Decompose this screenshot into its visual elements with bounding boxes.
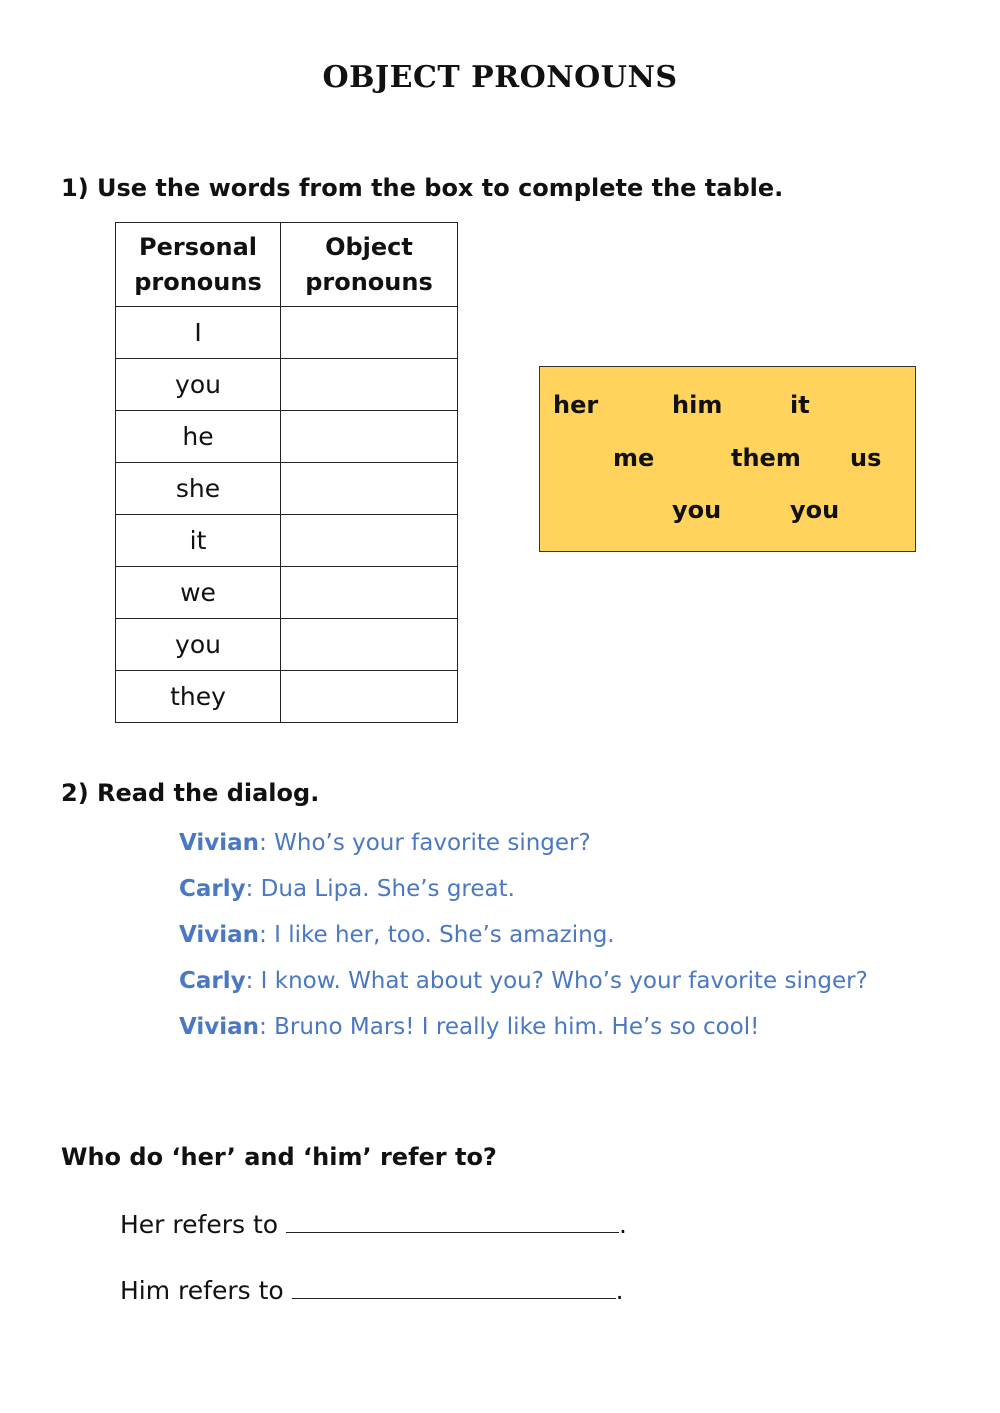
header-object-pronouns: Object pronouns	[281, 223, 458, 307]
object-pronoun-answer-cell[interactable]	[281, 671, 458, 723]
header-personal-pronouns: Personal pronouns	[116, 223, 281, 307]
dialog	[179, 827, 899, 1044]
word-box	[539, 366, 916, 552]
word-box-item[interactable]: me	[613, 444, 655, 472]
dialog-text: : Bruno Mars! I really like him. He’s so cool!	[259, 1014, 760, 1040]
answer-blank-her[interactable]	[286, 1206, 619, 1233]
personal-pronoun-cell: it	[116, 515, 281, 567]
dialog-line	[179, 919, 899, 952]
dialog-text: : Dua Lipa. She’s great.	[245, 876, 515, 902]
dialog-line	[179, 827, 899, 860]
object-pronoun-answer-cell[interactable]	[281, 463, 458, 515]
table-row	[116, 411, 458, 463]
table-row	[116, 359, 458, 411]
object-pronoun-answer-cell[interactable]	[281, 567, 458, 619]
object-pronoun-answer-cell[interactable]	[281, 515, 458, 567]
dialog-speaker: Vivian	[179, 922, 260, 948]
word-box-item[interactable]: you	[672, 496, 722, 524]
answer-label: Her refers to	[120, 1210, 279, 1239]
word-box-item[interactable]: us	[850, 444, 882, 472]
personal-pronoun-cell: he	[116, 411, 281, 463]
dialog-text: : I like her, too. She’s amazing.	[259, 922, 615, 948]
exercise-3-question: Who do ‘her’ and ‘him’ refer to?	[61, 1143, 497, 1171]
dialog-line	[179, 965, 899, 998]
page-title: OBJECT PRONOUNS	[322, 60, 678, 95]
word-box-item[interactable]: her	[553, 391, 599, 419]
personal-pronoun-cell: they	[116, 671, 281, 723]
dialog-speaker: Vivian	[179, 1014, 260, 1040]
dialog-speaker: Carly	[179, 968, 246, 994]
answer-period: .	[619, 1210, 627, 1239]
word-box-item[interactable]: you	[790, 496, 840, 524]
word-box-item[interactable]: it	[790, 391, 810, 419]
table-row	[116, 515, 458, 567]
object-pronoun-answer-cell[interactable]	[281, 411, 458, 463]
dialog-speaker: Vivian	[179, 830, 260, 856]
dialog-line	[179, 1011, 899, 1044]
dialog-text: : Who’s your favorite singer?	[259, 830, 591, 856]
personal-pronoun-cell: she	[116, 463, 281, 515]
table-header-row	[116, 223, 458, 307]
answer-line-him	[120, 1272, 624, 1305]
answer-blank-him[interactable]	[292, 1272, 616, 1299]
word-box-item[interactable]: him	[672, 391, 723, 419]
word-box-item[interactable]: them	[731, 444, 801, 472]
answer-line-her	[120, 1206, 627, 1239]
table-row	[116, 619, 458, 671]
object-pronoun-answer-cell[interactable]	[281, 307, 458, 359]
exercise-2-instruction: 2) Read the dialog.	[61, 779, 320, 807]
dialog-line	[179, 873, 899, 906]
personal-pronoun-cell: I	[116, 307, 281, 359]
dialog-text: : I know. What about you? Who’s your favorite singer?	[245, 968, 868, 994]
dialog-speaker: Carly	[179, 876, 246, 902]
exercise-1-instruction: 1) Use the words from the box to complete the table.	[61, 174, 784, 202]
object-pronoun-answer-cell[interactable]	[281, 359, 458, 411]
pronoun-table	[115, 222, 458, 723]
answer-label: Him refers to	[120, 1276, 284, 1305]
personal-pronoun-cell: you	[116, 359, 281, 411]
answer-period: .	[615, 1276, 624, 1305]
personal-pronoun-cell: we	[116, 567, 281, 619]
personal-pronoun-cell: you	[116, 619, 281, 671]
table-row	[116, 567, 458, 619]
object-pronoun-answer-cell[interactable]	[281, 619, 458, 671]
table-row	[116, 463, 458, 515]
table-row	[116, 671, 458, 723]
table-row	[116, 307, 458, 359]
